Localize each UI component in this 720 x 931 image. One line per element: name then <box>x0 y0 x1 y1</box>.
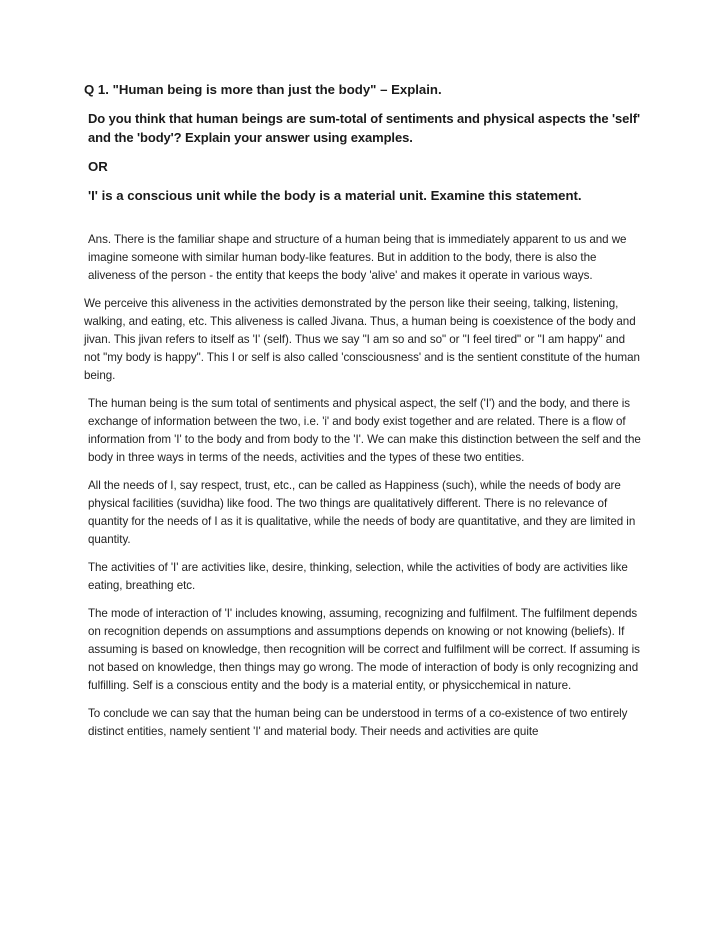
question-title: Q 1. "Human being is more than just the body" – Explain. <box>84 82 442 97</box>
answer-paragraph-3: The human being is the sum total of sentiments and physical aspect, the self ('I') and the body, and there is exchange of information between the two, i.e. 'i' and body exist together and are related. There is a flow of information from 'I' to the body and from body to the 'I'. We can make this distinction between the self and the body in three ways in terms of the needs, activities and the types of these two entities. <box>88 397 641 464</box>
question-alternative: 'I' is a conscious unit while the body is a material unit. Examine this statement. <box>88 188 582 203</box>
answer-paragraph-4: All the needs of I, say respect, trust, etc., can be called as Happiness (such), while the needs of body are physical facilities (suvidha) like food. The two things are qualitatively different. There is no relevance of quantity for the needs of I as it is qualitative, while the needs of body are quantitative, and they are limited in quantity. <box>88 479 636 546</box>
answer-paragraph-2: We perceive this aliveness in the activities demonstrated by the person like their seeing, talking, listening, walking, and eating, etc. This aliveness is called Jivana. Thus, a human being is coexistence of the body and jivan. This jivan refers to itself as 'I' (self). Thus we say "I am so and so" or "I feel tired" or "I am happy" and not "my body is happy". This I or self is also called 'consciousness' and is the sentient constitute of the human being. <box>84 297 640 382</box>
question-subtitle: Do you think that human beings are sum-total of sentiments and physical aspects the 'self' and the 'body'? Explain your answer using examples. <box>88 111 640 145</box>
answer-paragraph-6: The mode of interaction of 'I' includes knowing, assuming, recognizing and fulfilment. The fulfilment depends on recognition depends on assumptions and assumptions depends on knowing or not knowing (beliefs). If assuming is based on knowledge, then recognition will be correct and fulfilment will be correct. If assuming is not based on knowledge, then things may go wrong. The mode of interaction of body is only recognizing and fulfilling. Self is a conscious entity and the body is a material entity, or physicchemical in nature. <box>88 607 640 692</box>
answer-paragraph-1: Ans. There is the familiar shape and structure of a human being that is immediately apparent to us and we imagine someone with similar human body-like features. But in addition to the body, there is also the aliveness of the person - the entity that keeps the body 'alive' and makes it operate in various ways. <box>88 233 627 282</box>
answer-paragraph-5: The activities of 'I' are activities like, desire, thinking, selection, while the activities of body are activities like eating, breathing etc. <box>88 561 628 592</box>
answer-paragraph-7: To conclude we can say that the human being can be understood in terms of a co-existence of two entirely distinct entities, namely sentient 'I' and material body. Their needs and activities are quite <box>88 707 628 738</box>
question-or: OR <box>88 159 108 174</box>
document-page <box>84 80 644 751</box>
